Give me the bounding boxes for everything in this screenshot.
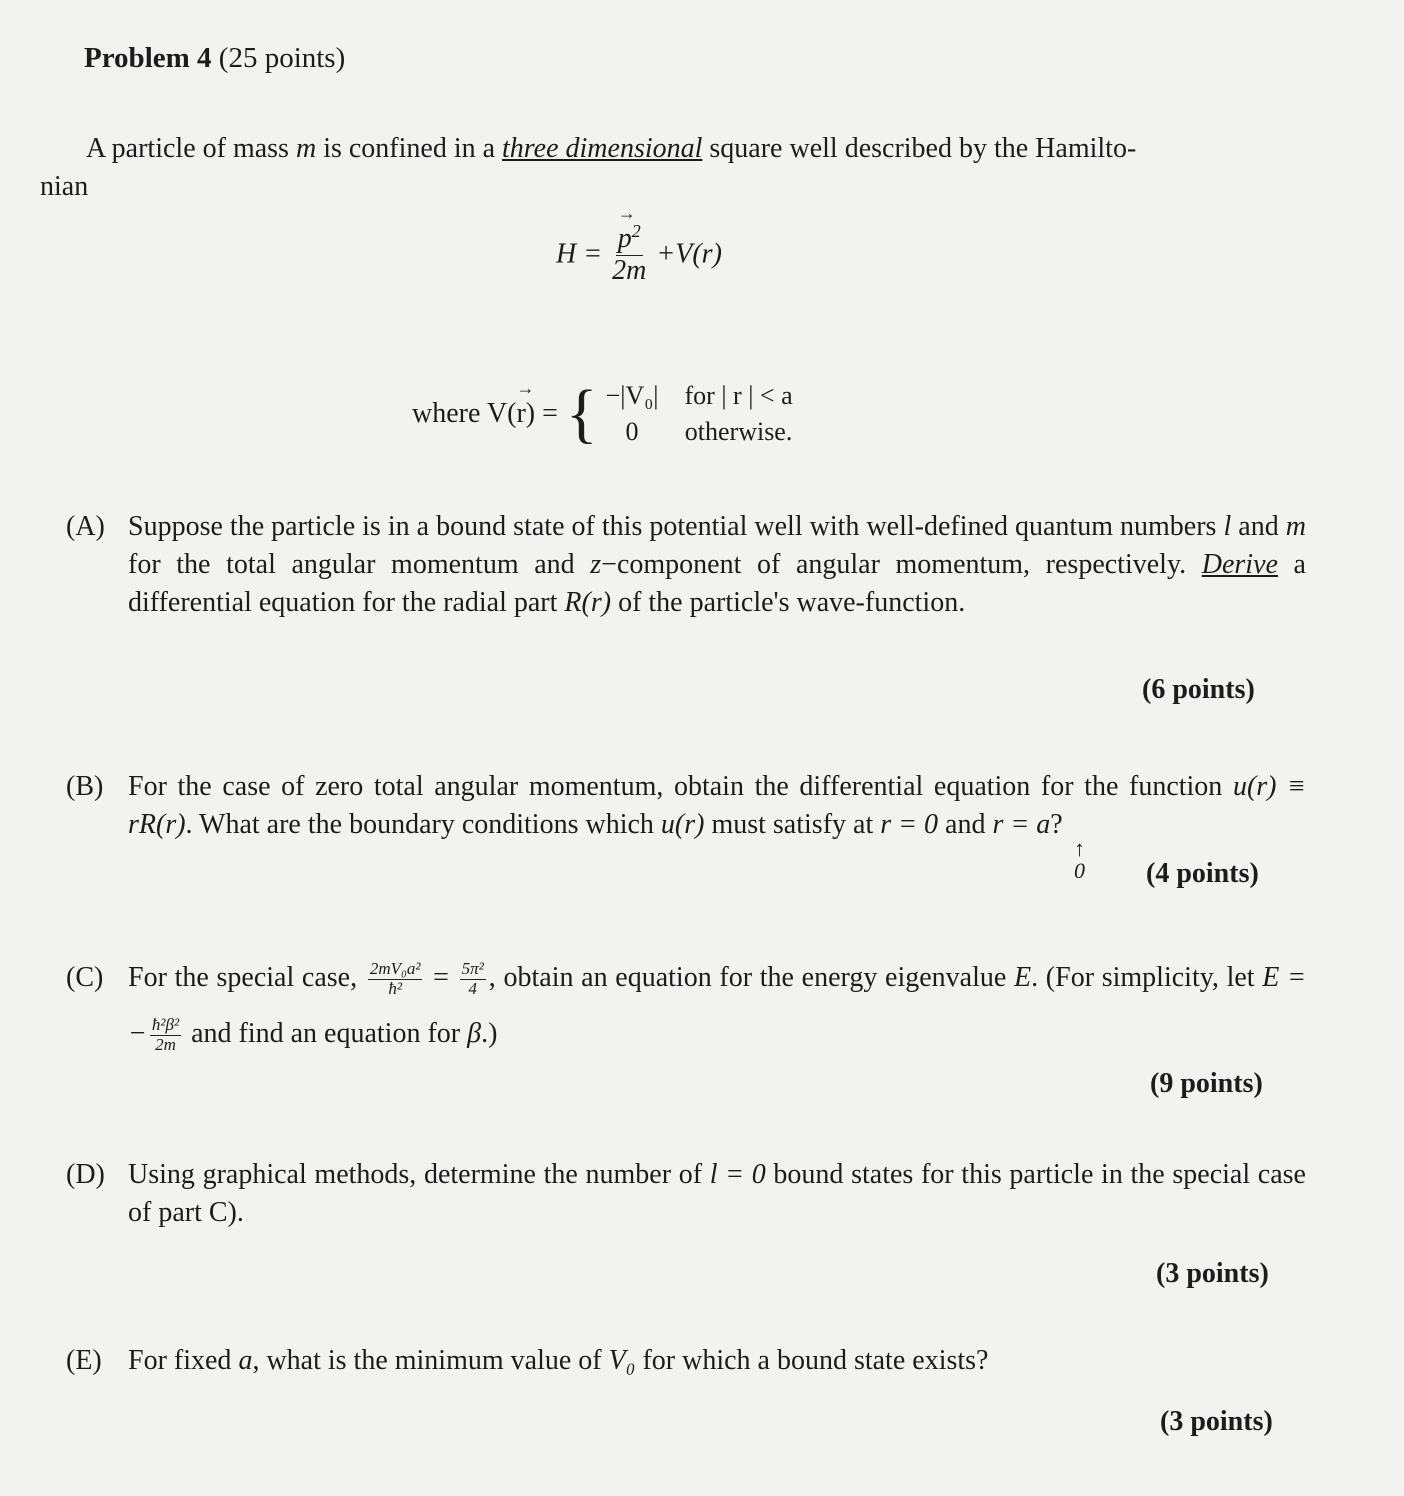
- math-E: E: [1014, 962, 1032, 993]
- potential-definition: [412, 378, 793, 450]
- part-text: for the total angular momentum and: [128, 549, 591, 580]
- math-r-zero: r = 0: [880, 809, 939, 840]
- equals: ) =: [525, 398, 558, 429]
- intro-text: square well described by the Hamilto-: [702, 133, 1137, 164]
- underlined-three-dimensional: three dimensional: [502, 133, 703, 164]
- part-text: and: [938, 809, 993, 840]
- brace: {: [565, 377, 598, 450]
- annotation-text: 0: [1074, 858, 1085, 883]
- part-label: (E): [66, 1345, 102, 1376]
- part-text: a differential equation for the radial part: [128, 549, 1306, 618]
- math-V0: V₀: [608, 1345, 636, 1376]
- handwritten-annotation: [1074, 838, 1085, 882]
- part-label: (B): [66, 771, 104, 802]
- arrow-up-icon: ↑: [1074, 836, 1085, 861]
- part-c: [66, 950, 1306, 1062]
- math-z: z: [590, 549, 602, 580]
- math-u: u(r): [660, 809, 705, 840]
- problem-title: [84, 42, 345, 75]
- math-beta: β: [467, 1018, 482, 1049]
- case-2-condition: otherwise.: [684, 417, 793, 446]
- part-text: For the case of zero total angular momentum, obtain the differential equation for the function: [128, 771, 1233, 802]
- hamiltonian-equation: [556, 222, 722, 287]
- part-text: , what is the minimum value of: [252, 1345, 609, 1376]
- intro-text: is confined in a: [316, 133, 503, 164]
- fraction-numerator: ħ²β²: [151, 1015, 180, 1035]
- math-a: a: [238, 1345, 253, 1376]
- part-text: bound states for this particle in the special case of part C).: [128, 1159, 1306, 1228]
- fraction-denominator: 4: [468, 979, 477, 999]
- potential-term: +V(r): [656, 238, 722, 270]
- fraction-numerator: 5π²: [461, 959, 484, 979]
- part-text: . (For simplicity, let: [1031, 962, 1263, 993]
- part-text: and: [1231, 511, 1286, 542]
- intro-mass: m: [295, 133, 317, 164]
- part-text: must satisfy at: [704, 809, 881, 840]
- problem-points: (25 points): [211, 42, 346, 74]
- part-text: ?: [1050, 809, 1063, 840]
- problem-number: Problem 4: [84, 42, 212, 74]
- part-text: and find an equation for: [184, 1018, 468, 1049]
- fraction-denominator: ħ²: [388, 979, 402, 999]
- part-text: For fixed: [128, 1345, 239, 1376]
- part-label: (D): [66, 1159, 105, 1190]
- part-label: (A): [66, 511, 105, 542]
- part-d: [66, 1156, 1306, 1232]
- points-d: (3 points): [1156, 1258, 1269, 1289]
- part-text: −component of angular momentum, respectively.: [601, 549, 1202, 580]
- fraction-denominator: 2m: [155, 1035, 176, 1055]
- part-text: . What are the boundary conditions which: [185, 809, 661, 840]
- momentum-vector: → p: [618, 224, 632, 255]
- case-2-value: 0: [625, 417, 639, 446]
- math-r-a: r = a: [992, 809, 1051, 840]
- math-l: l: [1223, 511, 1232, 542]
- math-u-def: u(r) ≡ rR(r): [128, 771, 1306, 840]
- equals: =: [425, 962, 457, 993]
- case-1-value: −|V₀|: [605, 381, 659, 410]
- points-a: (6 points): [1142, 674, 1255, 705]
- part-a: [66, 508, 1306, 622]
- case-1-condition: for | r | < a: [684, 381, 793, 410]
- part-text: Suppose the particle is in a bound state of this potential well with well-defined quantum numbers: [128, 511, 1224, 542]
- points-c: (9 points): [1150, 1068, 1263, 1099]
- r-vector: → r: [516, 398, 525, 430]
- part-text: For the special case,: [128, 962, 365, 993]
- part-text: Using graphical methods, determine the number of: [128, 1159, 710, 1190]
- part-text: , obtain an equation for the energy eigenvalue: [488, 962, 1014, 993]
- math-m: m: [1285, 511, 1306, 542]
- intro-text: nian: [40, 171, 89, 202]
- math-E-def: E = −: [128, 962, 1306, 1049]
- fraction-numerator: 2mV₀a²: [369, 959, 421, 979]
- part-text: for which a bound state exists?: [635, 1345, 989, 1376]
- part-text: of the particle's wave-function.: [611, 587, 966, 618]
- intro-text: A particle of mass: [86, 133, 296, 164]
- underlined-derive: Derive: [1201, 549, 1278, 580]
- math-l-zero: l = 0: [709, 1159, 766, 1190]
- part-e: [66, 1342, 1306, 1380]
- hamiltonian-lhs: H =: [556, 238, 603, 270]
- points-e: (3 points): [1160, 1406, 1273, 1437]
- where-text: where V(: [412, 398, 517, 429]
- part-label: (C): [66, 962, 104, 993]
- math-R: R(r): [564, 587, 612, 618]
- points-b: (4 points): [1146, 858, 1259, 889]
- intro-paragraph: [40, 130, 1290, 206]
- denominator: 2m: [612, 255, 647, 287]
- exponent: 2: [631, 221, 641, 241]
- part-b: [66, 768, 1306, 844]
- part-text: .): [481, 1018, 498, 1049]
